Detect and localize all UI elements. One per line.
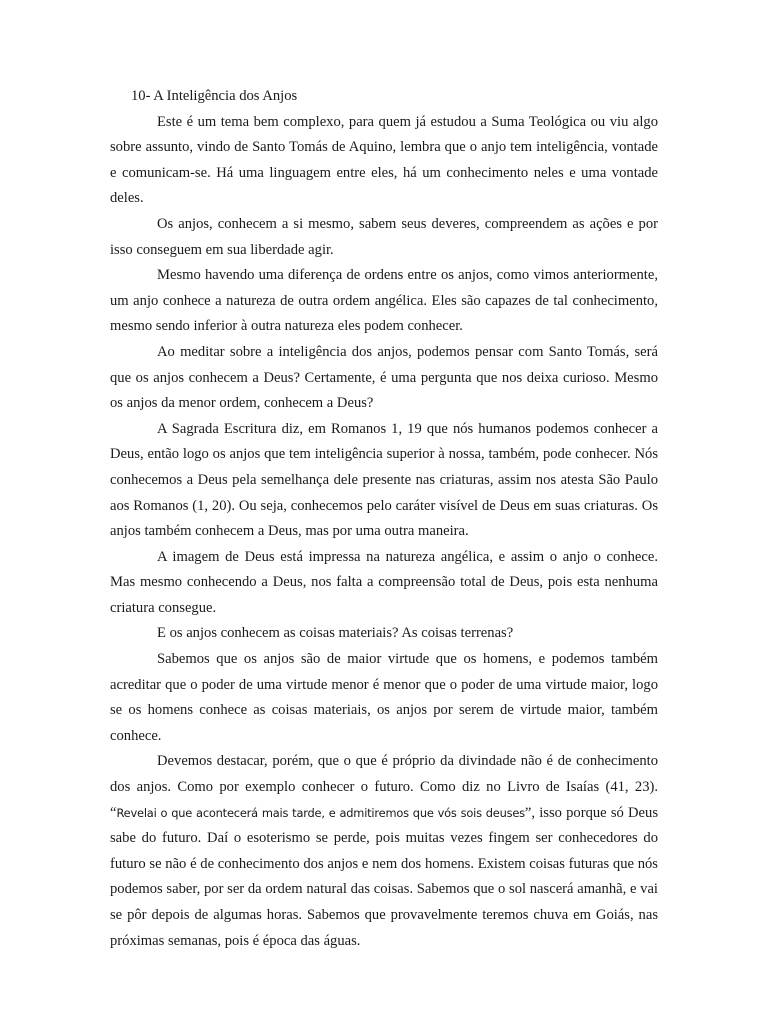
paragraph-with-quote <box>110 749 658 954</box>
scripture-quote: Revelai o que acontecerá mais tarde, e admitiremos que vós sois deuses <box>116 805 525 820</box>
paragraph: E os anjos conhecem as coisas materiais? As coisas terrenas? <box>157 625 514 642</box>
paragraph: Este é um tema bem complexo, para quem já estudou a Suma Teológica ou viu algo sobre assunto, vindo de Santo Tomás de Aquino, lembra que o anjo tem inteligência, vontade e comunicam-se. Há uma linguagem entre eles, há um conhecimento neles e uma vontade deles. <box>110 113 658 207</box>
document-page <box>110 84 658 954</box>
paragraph: A Sagrada Escritura diz, em Romanos 1, 19 que nós humanos podemos conhecer a Deus, então logo os anjos que tem inteligência superior à nossa, também, pode conhecer. Nós conhecemos a Deus pela semelhança dele presente nas criaturas, assim nos atesta São Paulo aos Romanos (1, 20). Ou seja, conhecemos pelo caráter visível de Deus em suas criaturas. Os anjos também conhecem a Deus, mas por uma outra maneira. <box>110 420 658 540</box>
section-heading: 10- A Inteligência dos Anjos <box>131 88 298 104</box>
paragraph: Ao meditar sobre a inteligência dos anjos, podemos pensar com Santo Tomás, será que os anjos conhecem a Deus? Certamente, é uma pergunta que nos deixa curioso. Mesmo os anjos da menor ordem, conhecem a Deus? <box>110 343 658 412</box>
paragraph: Os anjos, conhecem a si mesmo, sabem seus deveres, compreendem as ações e por isso conseguem em sua liberdade agir. <box>110 215 658 258</box>
paragraph: Sabemos que os anjos são de maior virtude que os homens, e podemos também acreditar que o poder de uma virtude menor é menor que o poder de uma virtude maior, logo se os homens conhece as coisas materiais, os anjos por serem de virtude maior, também conhece. <box>110 651 658 744</box>
paragraph-text-before-quote: Devemos destacar, porém, que o que é próprio da divindade não é de conhecimento dos anjos. Como por exemplo conhecer o futuro. Como diz no Livro de Isaías (41, 23). “ <box>110 753 658 821</box>
paragraph: A imagem de Deus está impressa na natureza angélica, e assim o anjo o conhece. Mas mesmo conhecendo a Deus, nos falta a compreensão total de Deus, pois esta nenhuma criatura consegue. <box>110 548 658 616</box>
paragraph-text-after-quote: ”, isso porque só Deus sabe do futuro. Daí o esoterismo se perde, pois muitas vezes fingem ser conhecedores do futuro se não é de conhecimento dos anjos e nem dos homens. Existem coisas futuras que nós podemos saber, por ser da ordem natural das coisas. Sabemos que o sol nascerá amanhã, e vai se pôr depois de algumas horas. Sabemos que provavelmente teremos chuva em Goiás, nas próximas semanas, pois é época das águas. <box>110 804 658 949</box>
paragraph: Mesmo havendo uma diferença de ordens entre os anjos, como vimos anteriormente, um anjo conhece a natureza de outra ordem angélica. Eles são capazes de tal conhecimento, mesmo sendo inferior à outra natureza eles podem conhecer. <box>110 267 658 335</box>
